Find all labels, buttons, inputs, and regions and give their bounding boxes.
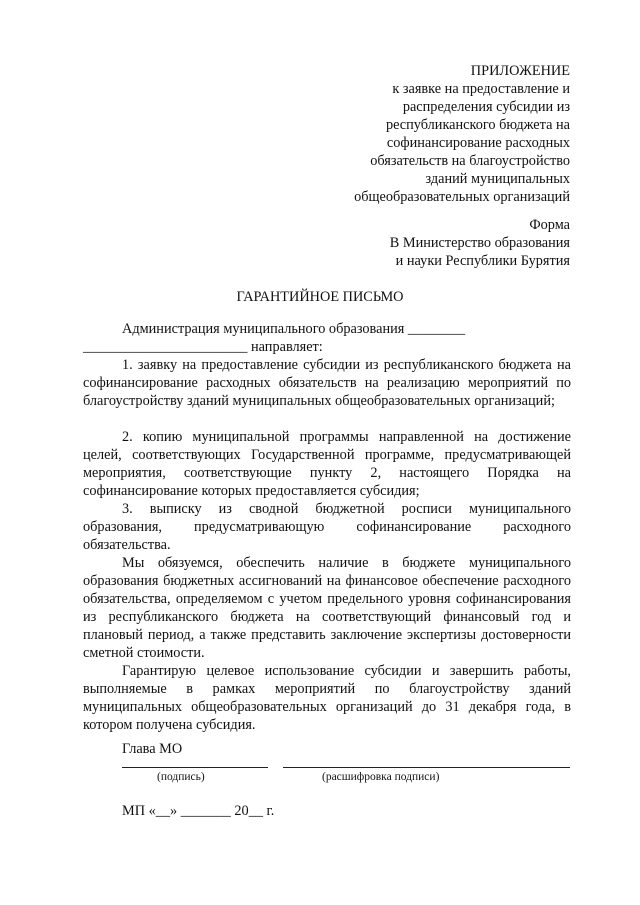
list-item-3: 3. выписку из сводной бюджетной росписи муниципального образования, предусматривающую софинансирование расходного обязательства. <box>83 501 571 553</box>
header-line: общеобразовательных организаций <box>354 189 570 205</box>
list-item-1: 1. заявку на предоставление субсидии из республиканского бюджета на софинансирование расходных обязательств на реализацию мероприятий по благоустройству зданий муниципальных общеобразовательных организаций; <box>83 357 571 409</box>
signature-decode-caption: (расшифровка подписи) <box>322 771 440 783</box>
header-line: республиканского бюджета на <box>385 117 570 133</box>
list-item-2: 2. копию муниципальной программы направленной на достижение целей, соответствующих Государственной программе, предусматривающей мероприятия, соответствующие пункту 2, настоящего Порядка на софинансирование которых предоставляется субсидия; <box>83 429 571 499</box>
header-line: софинансирование расходных <box>386 135 570 151</box>
signature-decode-line <box>283 767 570 768</box>
intro-line: Администрация муниципального образования ________ <box>122 321 466 337</box>
addressee-line: В Министерство образования <box>389 235 570 251</box>
signature-caption: (подпись) <box>157 771 205 783</box>
signature-line <box>122 767 268 768</box>
form-label: Форма <box>529 217 570 233</box>
guarantee-paragraph: Гарантирую целевое использование субсидии и завершить работы, выполняемые в рамках мероприятий по благоустройству зданий муниципальных общеобразовательных организаций до 31 декабря года, в котором получена субсидия. <box>83 663 571 733</box>
intro-line: _______________________ направляет: <box>83 339 323 355</box>
header-line: зданий муниципальных <box>425 171 570 187</box>
header-line: обязательств на благоустройство <box>370 153 570 169</box>
signatory-title: Глава МО <box>122 741 183 757</box>
addressee-line: и науки Республики Бурятия <box>395 253 570 269</box>
letter-title: ГАРАНТИЙНОЕ ПИСЬМО <box>236 289 404 305</box>
header-line: распределения субсидии из <box>402 99 570 115</box>
header-line: к заявке на предоставление и <box>392 81 570 97</box>
appendix-title: ПРИЛОЖЕНИЕ <box>470 63 570 79</box>
stamp-date-line: МП «__» _______ 20__ г. <box>122 803 275 819</box>
obligation-paragraph: Мы обязуемся, обеспечить наличие в бюджете муниципального образования бюджетных ассигнований на финансовое обеспечение расходного обязательства, определяемом с учетом предельного уровня софинансирования из республиканского бюджета на соответствующий финансовый год и плановый период, а также представить заключение экспертизы достоверности сметной стоимости. <box>83 555 571 661</box>
